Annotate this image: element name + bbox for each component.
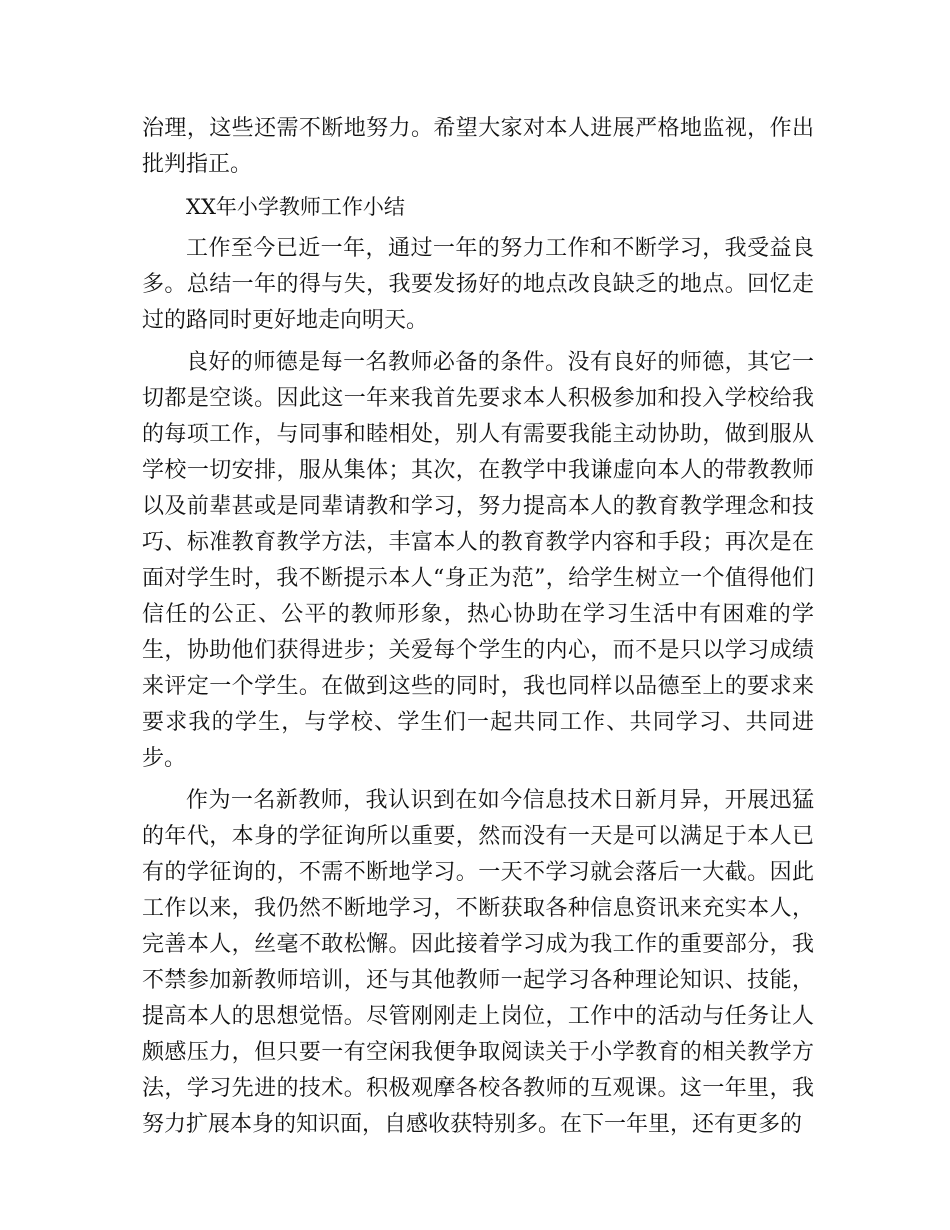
paragraph-intro: 工作至今已近一年，通过一年的努力工作和不断学习，我受益良多。总结一年的得与失，我要发扬好的地点改良缺乏的地点。回忆走过的路同时更好地走向明天。 — [142, 236, 814, 333]
paragraph-learning: 作为一名新教师，我认识到在如今信息技术日新月异，开展迅猛的年代，本身的学征询所以重要，然而没有一天是可以满足于本人已有的学征询的，不需不断地学习。一天不学习就会落后一大截。因此工作以来，我仍然不断地学习，不断获取各种信息资讯来充实本人，完善本人，丝毫不敢松懈。因此接着学习成为我工作的重要部分，我不禁参加新教师培训，还与其他教师一起学习各种理论知识、技能，提高本人的思想觉悟。尽管刚刚走上岗位，工作中的活动与任务让人颇感压力，但只要一有空闲我便争取阅读关于小学教育的相关教学方法，学习先进的技术。积极观摩各校各教师的互观课。这一年里，我努力扩展本身的知识面，自感收获特别多。在下一年里，还有更多的 — [142, 788, 814, 1137]
section-title: XX年小学教师工作小结 — [186, 195, 405, 219]
document-body — [142, 111, 814, 1149]
paragraph-continuation: 治理，这些还需不断地努力。希望大家对本人进展严格地监视，作出批判指正。 — [142, 116, 814, 177]
paragraph-ethics: 良好的师德是每一名教师必备的条件。没有良好的师德，其它一切都是空谈。因此这一年来我首先要求本人积极参加和投入学校给我的每项工作，与同事和睦相处，别人有需要我能主动协助，做到服从学校一切安排，服从集体；其次，在教学中我谦虚向本人的带教教师以及前辈甚或是同辈请教和学习，努力提高本人的教育教学理念和技巧、标准教育教学方法，丰富本人的教育教学内容和手段；再次是在面对学生时，我不断提示本人“身正为范”，给学生树立一个值得他们信任的公正、公平的教师形象，热心协助在学习生活中有困难的学生，协助他们获得进步；关爱每个学生的内心，而不是只以学习成绩来评定一个学生。在做到这些的同时，我也同样以品德至上的要求来要求我的学生，与学校、学生们一起共同工作、共同学习、共同进步。 — [142, 350, 814, 771]
